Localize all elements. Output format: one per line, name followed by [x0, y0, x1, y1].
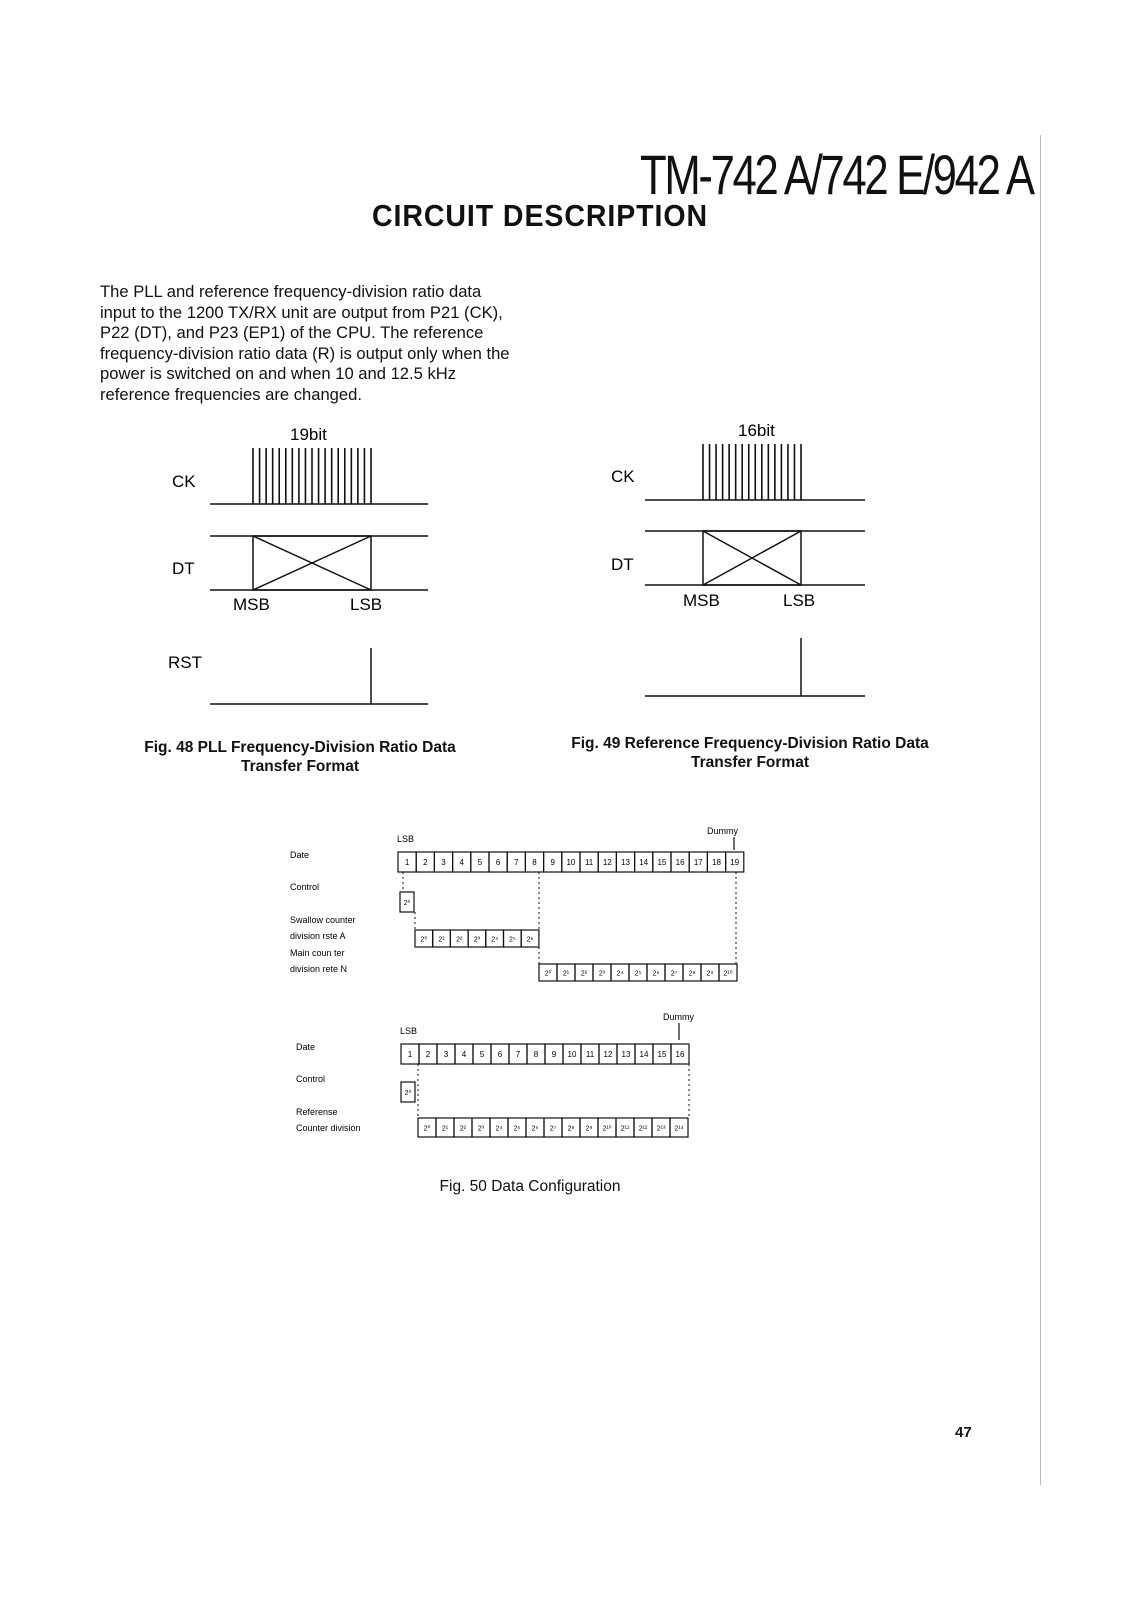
block2-date-cell-text-1: 1 [407, 1050, 413, 1059]
fig48-msb-label: MSB [233, 595, 270, 614]
block2-ref-cell-text-7: 2⁶ [531, 1125, 539, 1133]
fig48-ck-pulses [253, 448, 371, 504]
block2-ref-cell-text-3: 2² [459, 1125, 467, 1133]
block2-ref-cell-text-10: 2⁹ [585, 1125, 593, 1133]
block1-date-cell-text-11: 11 [584, 858, 594, 867]
block1-date-cell-text-1: 1 [404, 858, 410, 867]
block1-date-cell-text-8: 8 [532, 858, 537, 867]
block1-row-swallow-2: division rste A [290, 931, 346, 941]
block1-control-cell-text-1: 2⁰ [403, 900, 411, 907]
fig49-timing-diagram [600, 418, 890, 718]
fig50-caption: Fig. 50 Data Configuration [439, 1178, 621, 1195]
block2-ref-cell-text-15: 2¹⁴ [674, 1125, 684, 1133]
block1-swallow-cell-text-6: 2⁵ [508, 936, 516, 944]
block2-ref-cell-text-8: 2⁷ [549, 1125, 557, 1133]
block2-date-cell-text-12: 12 [603, 1050, 613, 1059]
fig49-lsb-label: LSB [783, 591, 816, 610]
page-number: 47 [955, 1424, 972, 1441]
block1-main-cell-text-10: 2⁹ [706, 970, 714, 978]
block1-row-date: Date [290, 850, 310, 860]
block1-swallow-cell-text-3: 2² [456, 936, 463, 944]
block1-dummy-label: Dummy [707, 826, 738, 836]
block1-date-cell-text-9: 9 [550, 858, 555, 867]
block1-date-cell-text-5: 5 [477, 858, 483, 867]
block1-main-cells [539, 964, 737, 981]
block1-row-main-2: division rete N [290, 964, 348, 974]
fig48-caption [130, 738, 470, 776]
block2-ref-cell-text-6: 2⁵ [513, 1125, 521, 1133]
block1-main-cell-text-9: 2⁸ [688, 970, 696, 978]
fig50-block2 [296, 1012, 694, 1137]
block1-date-cell-text-17: 17 [693, 858, 703, 867]
block2-date-cell-text-10: 10 [567, 1050, 577, 1059]
block2-ref-cell-text-4: 2³ [477, 1125, 485, 1133]
fig49-caption-line2: Transfer Format [690, 754, 809, 771]
block1-swallow-cell-text-2: 2¹ [438, 936, 445, 944]
block2-lsb-label: LSB [400, 1026, 418, 1036]
block1-lsb-label: LSB [397, 834, 415, 844]
block2-date-cell-text-2: 2 [425, 1050, 431, 1059]
block2-date-cell-text-5: 5 [479, 1050, 485, 1059]
block1-date-cell-text-15: 15 [657, 858, 667, 867]
fig49-ck-label: CK [611, 467, 635, 486]
block1-main-cell-text-7: 2⁶ [652, 970, 660, 978]
block1-row-control: Control [290, 882, 320, 892]
block1-main-cell-text-1: 2⁰ [544, 970, 552, 978]
block2-ref-cell-text-12: 2¹¹ [620, 1125, 630, 1133]
block1-main-cell-text-5: 2⁴ [616, 970, 624, 978]
intro-paragraph [100, 282, 520, 406]
block1-date-cell-text-14: 14 [639, 858, 649, 867]
block1-date-cell-text-6: 6 [495, 858, 501, 867]
fig48-ck-label: CK [172, 472, 196, 491]
block2-ref-cell-text-11: 2¹⁰ [602, 1125, 612, 1133]
block2-ref-cell-text-13: 2¹² [638, 1125, 648, 1133]
block2-ref-cell-text-14: 2¹³ [656, 1125, 666, 1133]
block1-date-cell-text-4: 4 [459, 858, 464, 867]
block2-ref-cell-text-9: 2⁸ [567, 1125, 575, 1133]
block2-date-cell-text-4: 4 [461, 1050, 467, 1059]
block1-date-cell-text-10: 10 [566, 858, 576, 867]
model-number: TM-742 A/742 E/942 A [640, 143, 1033, 206]
fig50-data-configuration [280, 820, 760, 1180]
block1-date-cell-text-13: 13 [621, 858, 630, 867]
block2-dummy-label: Dummy [663, 1012, 694, 1022]
block1-main-cell-text-8: 2⁷ [670, 970, 678, 978]
block2-row-control: Control [296, 1074, 326, 1084]
block2-ref-cell-text-2: 2¹ [441, 1125, 449, 1133]
fig48-dt-label: DT [172, 559, 195, 578]
block1-date-cell-text-7: 7 [514, 858, 519, 867]
fig49-caption [550, 734, 950, 772]
block2-date-cell-text-15: 15 [657, 1050, 667, 1059]
block2-date-cell-text-6: 6 [497, 1050, 503, 1059]
block1-row-swallow: Swallow counter [290, 915, 356, 925]
block1-swallow-cell-text-7: 2⁶ [526, 936, 534, 944]
block1-main-cell-text-11: 2¹⁰ [723, 970, 733, 978]
block2-control-cell-text-1: 2⁰ [404, 1090, 412, 1097]
block1-main-cell-text-4: 2³ [598, 970, 606, 978]
block2-row-date: Date [296, 1042, 316, 1052]
block1-swallow-cell-text-4: 2³ [473, 936, 481, 944]
fig49-bit-label: 16bit [738, 421, 775, 440]
fig49-msb-label: MSB [683, 591, 720, 610]
block2-ref-cells [418, 1118, 688, 1137]
block2-row-counter: Counter division [296, 1123, 361, 1133]
fig49-ck-pulses [703, 444, 801, 500]
block1-swallow-cell-text-1: 2⁰ [420, 936, 428, 944]
block1-date-cell-text-16: 16 [675, 858, 685, 867]
block2-date-cell-text-11: 11 [585, 1050, 595, 1059]
block2-date-cell-text-3: 3 [443, 1050, 449, 1059]
fig49-dt-label: DT [611, 555, 634, 574]
block1-swallow-cell-text-5: 2⁴ [491, 936, 499, 944]
block2-date-cell-text-7: 7 [515, 1050, 521, 1059]
fig49-caption-line1: Fig. 49 Reference Frequency-Division Ratio Data [571, 735, 929, 752]
fig48-rst-label: RST [168, 653, 202, 672]
block2-ref-cell-text-5: 2⁴ [495, 1125, 503, 1133]
block1-swallow-cells [415, 930, 539, 947]
section-title: CIRCUIT DESCRIPTION [372, 198, 708, 233]
block2-date-cell-text-9: 9 [551, 1050, 557, 1059]
block2-control-cells [401, 1082, 415, 1102]
block2-row-referense: Referense [296, 1107, 338, 1117]
block1-date-cell-text-3: 3 [441, 858, 446, 867]
block2-date-cells [401, 1044, 689, 1064]
block1-date-cell-text-18: 18 [712, 858, 721, 867]
fig48-timing-diagram [150, 418, 450, 718]
block2-date-cell-text-14: 14 [639, 1050, 649, 1059]
block1-date-cell-text-19: 19 [730, 858, 740, 867]
fig48-bit-label: 19bit [290, 425, 327, 444]
block1-main-cell-text-3: 2² [580, 970, 588, 978]
block1-date-cells [398, 852, 744, 872]
block2-date-cell-text-13: 13 [621, 1050, 631, 1059]
block1-date-cell-text-12: 12 [602, 858, 612, 867]
intro-text: The PLL and reference frequency-division ratio data input to the 1200 TX/RX unit are output from P21 (CK), P22 (DT), and P23 (EP1) of the CPU. The reference frequency-division ratio data (R) is output only when the power is switched on and when 10 and 12.5 kHz reference frequencies are changed. [100, 282, 510, 404]
fig48-caption-line2: Transfer Format [240, 758, 359, 775]
block1-row-main: Main coun ter [290, 948, 345, 958]
block1-main-cell-text-2: 2¹ [562, 970, 570, 978]
block2-date-cell-text-8: 8 [533, 1050, 539, 1059]
margin-rule [1040, 135, 1041, 1485]
block1-date-cell-text-2: 2 [423, 858, 428, 867]
block2-ref-cell-text-1: 2⁰ [423, 1125, 431, 1133]
block1-control-cells [400, 892, 414, 912]
block2-date-cell-text-16: 16 [675, 1050, 685, 1059]
fig48-lsb-label: LSB [350, 595, 383, 614]
fig50-block1 [290, 826, 744, 981]
fig48-caption-line1: Fig. 48 PLL Frequency-Division Ratio Data [144, 739, 456, 756]
block1-main-cell-text-6: 2⁵ [634, 970, 642, 978]
